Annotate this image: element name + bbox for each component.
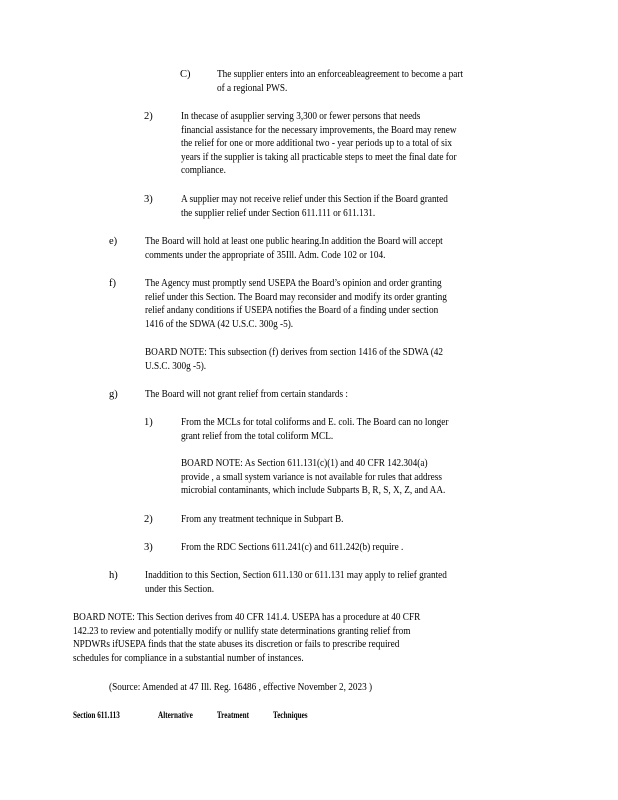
- item-label: C): [180, 69, 191, 80]
- text-line: grant relief from the total coliform MCL.: [181, 430, 334, 442]
- item-label: 3): [144, 542, 153, 553]
- text-line: compliance.: [181, 165, 226, 176]
- subsection-note: [145, 346, 443, 373]
- item-label: g): [109, 389, 118, 400]
- text-line: relief andany conditions if USEPA notifies the Board of a finding under section: [145, 305, 439, 316]
- item-text: [145, 277, 447, 331]
- item-text: [181, 416, 448, 443]
- item-label: e): [109, 236, 118, 247]
- item-text: [181, 110, 457, 178]
- item-text: [145, 388, 348, 402]
- text-line: the relief for one or more additional two - year periods up to a total of six: [181, 138, 452, 149]
- text-line: U.S.C. 300g -5).: [145, 360, 207, 372]
- text-line: In thecase of asupplier serving 3,300 or fewer persons that needs: [181, 111, 421, 122]
- text-line: relief under this Section. The Board may reconsider and modify its order granting: [145, 291, 447, 303]
- text-line: the supplier relief under Section 611.111 or 611.131.: [181, 207, 376, 219]
- text-line: BOARD NOTE: This subsection (f) derives from section 1416 of the SDWA (42: [145, 347, 444, 358]
- text-line: financial assistance for the necessary improvements, the Board may renew: [181, 124, 457, 136]
- text-line: The supplier enters into an enforceableagreement to become a part: [217, 69, 464, 80]
- section-number: Section 611.113: [73, 710, 120, 720]
- item-text: [145, 235, 443, 262]
- item-label: 2): [144, 514, 153, 525]
- text-line: BOARD NOTE: As Section 611.131(c)(1) and 40 CFR 142.304(a): [181, 458, 428, 469]
- text-line: The Agency must promptly send USEPA the Board’s opinion and order granting: [145, 278, 442, 289]
- text-line: years if the supplier is taking all practicable steps to meet the final date for: [181, 151, 457, 163]
- item-label: h): [109, 570, 118, 581]
- section-title: Alternative Treatment Techniques: [158, 710, 308, 720]
- text-line: The Board will hold at least one public hearing.In addition the Board will accept: [145, 236, 443, 247]
- item-text: [181, 513, 343, 527]
- text-line: From the MCLs for total coliforms and E. coli. The Board can no longer: [181, 417, 449, 428]
- board-note: [73, 611, 420, 665]
- text-line: 142.23 to review and potentially modify or nullify state determinations granting relief from: [73, 625, 411, 637]
- text-line: The Board will not grant relief from certain standards :: [145, 389, 348, 400]
- item-label: f): [109, 278, 116, 289]
- item-label: 3): [144, 194, 153, 205]
- text-line: schedules for compliance in a substantial number of instances.: [73, 652, 304, 664]
- text-line: of a regional PWS.: [217, 82, 288, 94]
- item-text: [181, 193, 448, 220]
- text-line: microbial contaminants, which include Subparts B, R, S, X, Z, and AA.: [181, 485, 446, 496]
- item-label: 1): [144, 417, 153, 428]
- item-text: [217, 68, 463, 95]
- text-line: provide , a small system variance is not available for rules that address: [181, 471, 442, 483]
- text-line: A supplier may not receive relief under this Section if the Board granted: [181, 194, 448, 205]
- item-text: [145, 569, 447, 596]
- text-line: 1416 of the SDWA (42 U.S.C. 300g -5).: [145, 318, 294, 330]
- subsection-note: [181, 457, 445, 498]
- item-label: 2): [144, 111, 153, 122]
- text-line: BOARD NOTE: This Section derives from 40 CFR 141.4. USEPA has a procedure at 40 CFR: [73, 612, 421, 623]
- text-line: From any treatment technique in Subpart B.: [181, 514, 344, 525]
- text-line: NPDWRs ifUSEPA finds that the state abuses its discretion or fails to prescribe required: [73, 639, 400, 650]
- text-line: under this Section.: [145, 583, 215, 595]
- text-line: (Source: Amended at 47 Ill. Reg. 16486 , effective November 2, 2023 ): [109, 682, 373, 693]
- item-text: [181, 541, 403, 555]
- source-note: [109, 681, 372, 695]
- text-line: From the RDC Sections 611.241(c) and 611.242(b) require .: [181, 542, 404, 553]
- text-line: comments under the appropriate of 35Ill. Adm. Code 102 or 104.: [145, 249, 386, 261]
- text-line: Inaddition to this Section, Section 611.130 or 611.131 may apply to relief granted: [145, 570, 447, 581]
